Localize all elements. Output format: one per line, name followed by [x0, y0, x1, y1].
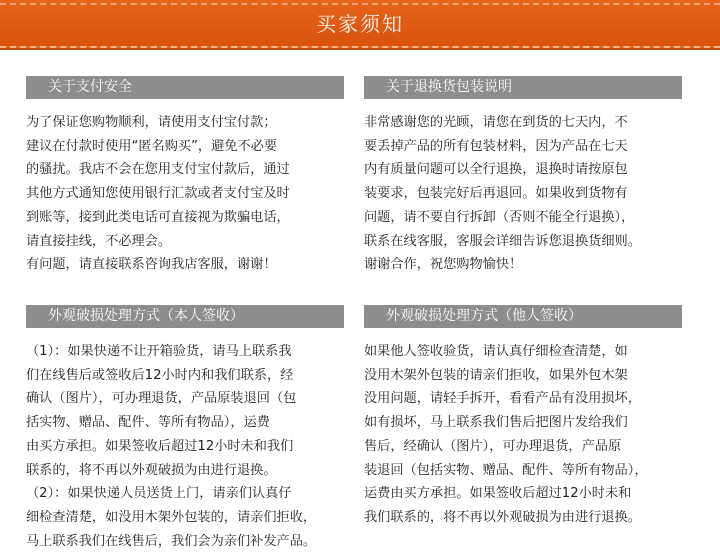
text-line: 运费由买方承担。如果签收后超过12小时未和: [364, 486, 632, 502]
page-header: [0, 0, 720, 48]
section-body: [26, 111, 344, 277]
section-title: 外观破损处理方式（他人签收）: [364, 305, 682, 328]
text-line: 装要求，包装完好后再退回。如果收到货物有: [364, 186, 628, 202]
text-line: 括实物、赠品、配件、等所有物品），运费: [26, 415, 270, 431]
text-line: 确认（图片），可办理退货，产品原装退回（包: [26, 391, 297, 407]
text-line: 要丢掉产品的所有包装材料，因为产品在七天: [364, 138, 628, 154]
text-line: 非常感谢您的光顾，请您在到货的七天内，不: [364, 115, 628, 130]
text-line: 我们联系的，将不再以外观破损为由进行退换。: [364, 509, 641, 525]
section-body: [364, 111, 682, 277]
text-line: 马上联系我们在线售后，我们会为亲们补发产品。: [26, 533, 317, 549]
text-line: 到账等，接到此类电话可直接视为欺骗电话，: [26, 209, 290, 225]
section-body: [26, 340, 344, 553]
page-title: 买家须知: [316, 12, 404, 36]
text-line: 其他方式通知您使用银行汇款或者支付宝及时: [26, 186, 290, 202]
text-line: （1）：如果快递不让开箱验货，请马上联系我: [26, 344, 292, 359]
text-line: 内有质量问题可以全行退换，退换时请按原包: [364, 162, 628, 178]
text-line: 们在线售后或签收后12小时内和我们联系，经: [26, 367, 294, 383]
text-line: 问题，请不要自行拆卸（否则不能全行退换），: [364, 209, 635, 225]
text-line: 建议在付款时使用“匿名购买”，避免不必要: [26, 138, 278, 154]
text-line: 由买方承担。如果签收后超过12小时未和我们: [26, 438, 294, 454]
text-line: 装退回（包括实物、赠品、配件、等所有物品），: [364, 462, 648, 478]
text-line: 有问题，请直接联系咨询我店客服，谢谢！: [26, 257, 277, 273]
text-line: 联系的，将不再以外观破损为由进行退换。: [26, 462, 277, 478]
text-line: （2）：如果快递人员送货上门，请亲们认真仔: [26, 486, 292, 502]
text-line: 联系在线客服，客服会详细告诉您退换货细则。: [364, 233, 641, 249]
section-title: 关于退换货包装说明: [364, 76, 682, 99]
text-line: 如有损坏，马上联系我们售后把图片发给我们: [364, 415, 628, 431]
text-line: 没用木架外包装的请亲们拒收，如果外包木架: [364, 367, 628, 383]
section-damage-other-signed: [364, 305, 682, 530]
section-title: 外观破损处理方式（本人签收）: [26, 305, 344, 328]
header-stitch-decoration: [0, 3, 720, 5]
section-damage-self-signed: [26, 305, 344, 553]
text-line: 请直接挂线，不必理会。: [26, 233, 172, 249]
text-line: 的骚扰。我店不会在您用支付宝付款后，通过: [26, 162, 290, 178]
section-title: 关于支付安全: [26, 76, 344, 99]
section-return-packaging: [364, 76, 682, 277]
text-line: 没用问题，请轻手拆开，看看产品有没用损坏，: [364, 391, 641, 407]
section-body: [364, 340, 682, 530]
text-line: 细检查清楚，如没用木架外包装的，请亲们拒收，: [26, 509, 317, 525]
text-line: 如果他人签收验货，请认真仔细检查清楚，如: [364, 344, 628, 359]
text-line: 售后，经确认（图片），可办理退货，产品原: [364, 438, 622, 454]
text-line: 为了保证您购物顺利，请使用支付宝付款；: [26, 115, 277, 130]
section-payment-security: [26, 76, 344, 277]
text-line: 谢谢合作，祝您购物愉快！: [364, 257, 523, 273]
